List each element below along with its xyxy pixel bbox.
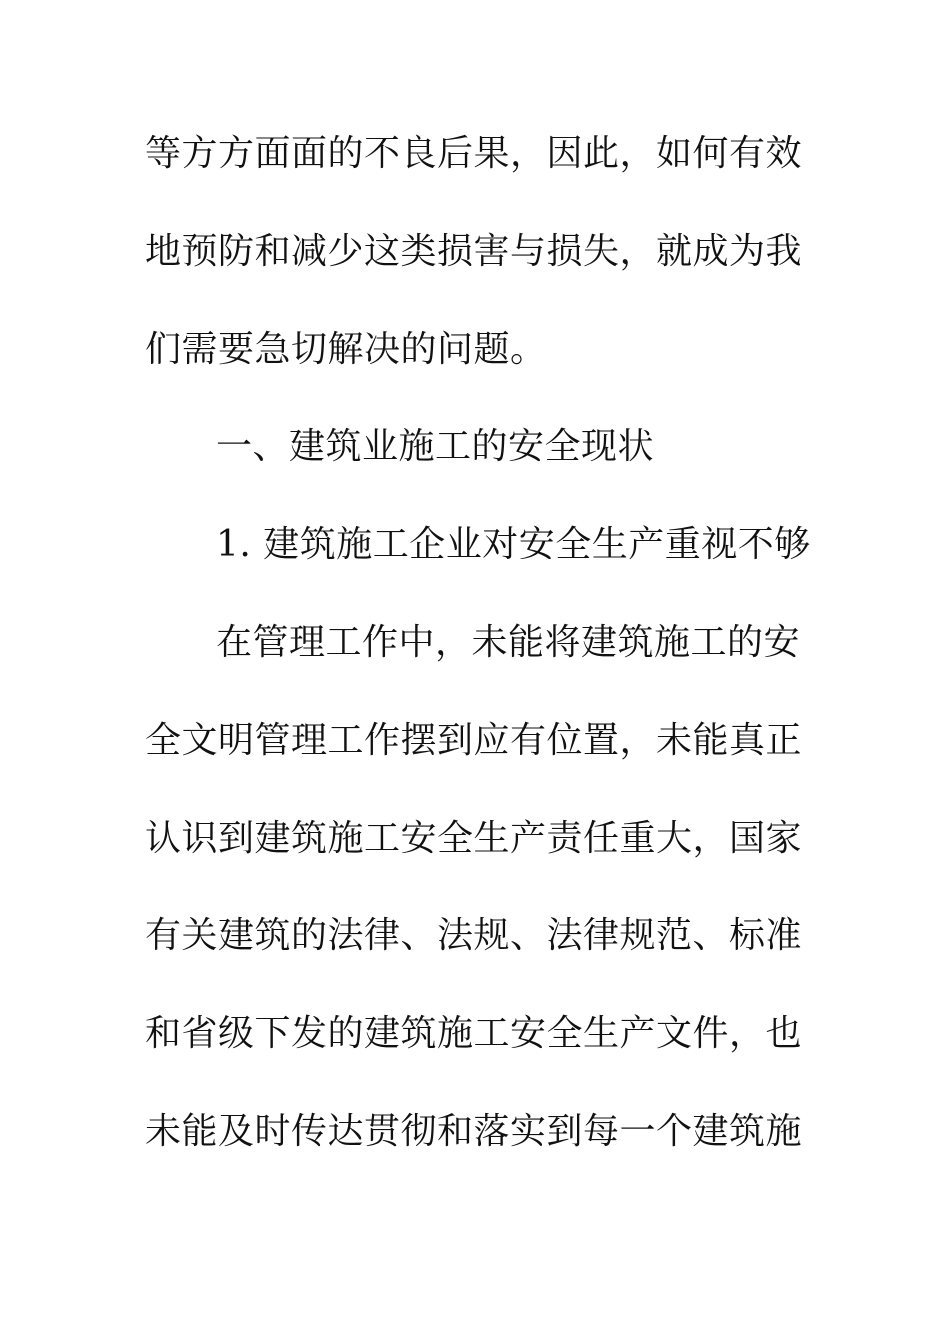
paragraph-line: 和省级下发的建筑施工安全生产文件，也 (145, 1013, 803, 1055)
paragraph-line: 们需要急切解决的问题。 (145, 328, 547, 370)
paragraph-line: 在管理工作中，未能将建筑施工的安 (216, 621, 801, 663)
paragraph-line: 认识到建筑施工安全生产责任重大，国家 (145, 817, 803, 859)
paragraph-line: 全文明管理工作摆到应有位置，未能真正 (145, 719, 803, 761)
subsection-heading: 1. 建筑施工企业对安全生产重视不够 (216, 524, 811, 566)
paragraph-line: 未能及时传达贯彻和落实到每一个建筑施 (145, 1110, 803, 1152)
document-body (145, 121, 811, 1197)
paragraph-line: 有关建筑的法律、法规、法律规范、标准 (145, 915, 803, 957)
paragraph-line: 地预防和减少这类损害与损失，就成为我 (145, 230, 803, 272)
section-heading: 一、建筑业施工的安全现状 (216, 426, 655, 468)
paragraph-line: 等方方面面的不良后果，因此，如何有效 (145, 133, 803, 174)
